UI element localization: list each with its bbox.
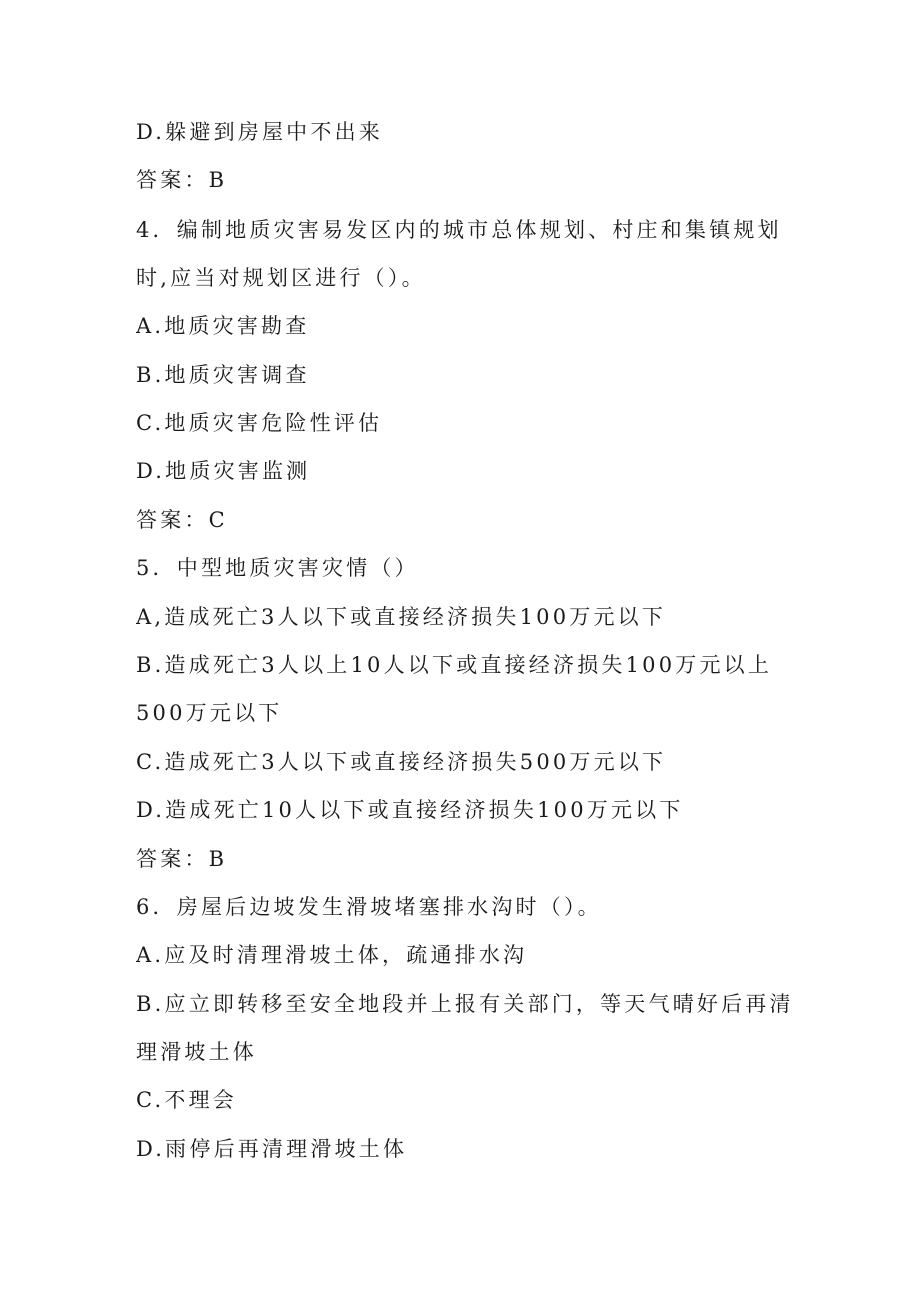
- option-6a: A.应及时清理滑坡土体，疏通排水沟: [136, 943, 528, 967]
- option-6d: D.雨停后再清理滑坡土体: [136, 1137, 408, 1161]
- option-3d: D.躲避到房屋中不出来: [136, 120, 383, 144]
- option-5c: C.造成死亡3人以下或直接经济损失500万元以下: [136, 750, 667, 774]
- option-5b-line-1: B.造成死亡3人以上10人以下或直接经济损失100万元以上: [136, 653, 773, 677]
- option-6b-line-1: B.应立即转移至安全地段并上报有关部门，等天气晴好后再清: [136, 992, 794, 1016]
- question-6: 6．房屋后边坡发生滑坡堵塞排水沟时（）。: [136, 895, 602, 919]
- option-5b-line-2: 500万元以下: [136, 701, 283, 725]
- option-4a: A.地质灾害勘查: [136, 314, 310, 338]
- option-6c: C.不理会: [136, 1088, 237, 1112]
- option-5d: D.造成死亡10人以下或直接经济损失100万元以下: [136, 798, 684, 822]
- option-6b-line-2: 理滑坡土体: [136, 1040, 257, 1064]
- question-4-line-1: 4．编制地质灾害易发区内的城市总体规划、村庄和集镇规划: [136, 218, 782, 242]
- option-4c: C.地质灾害危险性评估: [136, 411, 383, 435]
- answer-3: 答案：B: [136, 168, 228, 192]
- option-4d: D.地质灾害监测: [136, 459, 311, 483]
- question-4-line-2: 时,应当对规划区进行（）。: [136, 266, 426, 290]
- option-4b: B.地质灾害调查: [136, 363, 310, 387]
- option-5a: A,造成死亡3人以下或直接经济损失100万元以下: [136, 605, 667, 629]
- answer-5: 答案：B: [136, 847, 228, 871]
- answer-4: 答案：C: [136, 508, 228, 532]
- question-5: 5．中型地质灾害灾情（）: [136, 556, 419, 580]
